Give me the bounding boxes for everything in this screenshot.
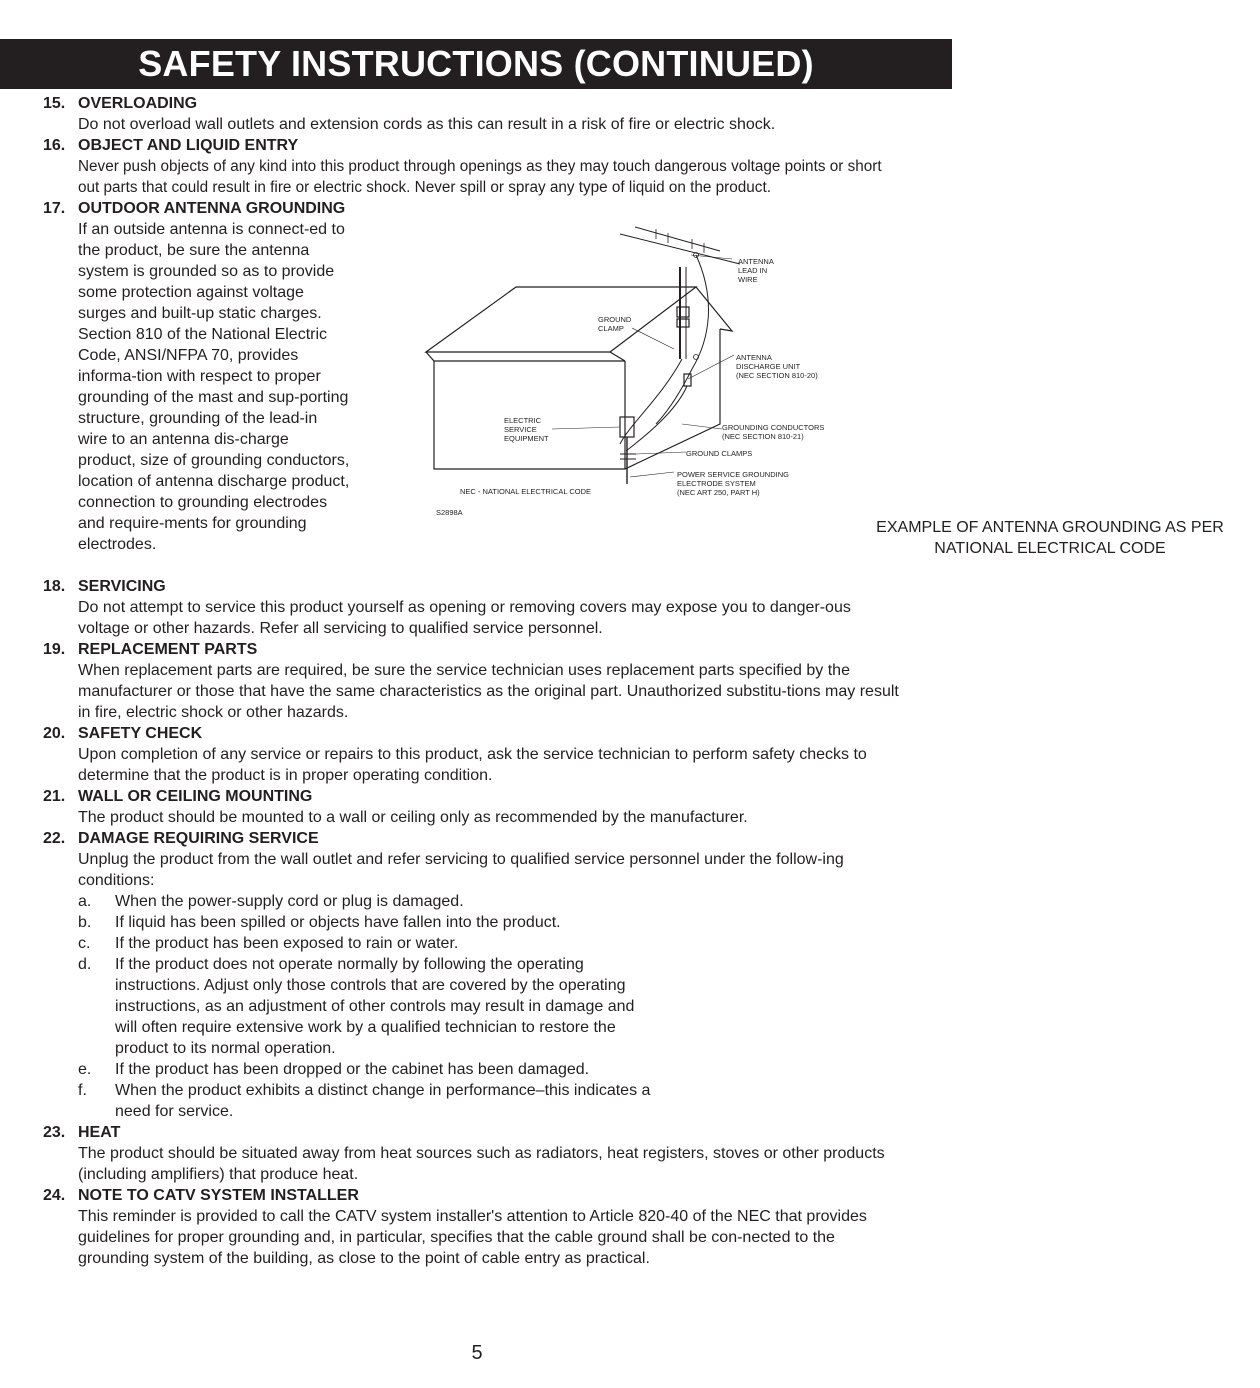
item-15 — [0, 93, 954, 135]
page-number: 5 — [471, 1342, 483, 1364]
sub-item-letter: b. — [78, 914, 92, 931]
label-grounding-conductors-2: (NEC SECTION 810-21) — [722, 432, 804, 441]
item-body: Do not overload wall outlets and extension cords as this can result in a risk of fire or electric shock. — [78, 116, 776, 133]
label-electric-service: ELECTRIC — [504, 416, 542, 425]
label-antenna-lead-3: WIRE — [738, 275, 758, 284]
item-number: 23. — [43, 1124, 66, 1141]
house-side-wall — [625, 329, 720, 469]
item-title: SAFETY CHECK — [78, 725, 203, 742]
item-title: SERVICING — [78, 578, 166, 595]
sub-item-letter: e. — [78, 1061, 92, 1078]
item-body: Do not attempt to service this product yourself as opening or removing covers may expose you to danger-ous voltage or other hazards. Refer all servicing to qualified service personnel. — [78, 599, 851, 637]
sub-item-text: If the product does not operate normally by following the operating instructions. Adjust only those controls that are covered by the operating instructions, as an adjustment of other controls may result in damage and will often require extensive work by a qualified technician to restore the product to its normal operation. — [115, 956, 635, 1057]
item-title: HEAT — [78, 1124, 121, 1141]
sub-item-e — [78, 1059, 678, 1080]
item-body: If an outside antenna is connect-ed to the product, be sure the antenna system is grounded so as to provide some protection against voltage surges and built-up static charges. Section 810 of the National Electric Code, ANSI/NFPA 70, provides informa-tion with respect to proper grounding of the mast and sup-porting structure, grounding of the lead-in wire to an antenna dis-charge product, size of grounding conductors, location of antenna discharge product, connection to grounding electrodes and require-ments for grounding electrodes. — [78, 221, 350, 553]
lead-in-wire — [656, 255, 708, 424]
house-roof — [426, 287, 696, 352]
item-title: OBJECT AND LIQUID ENTRY — [78, 137, 299, 154]
item-23 — [0, 1122, 954, 1185]
page-title: SAFETY INSTRUCTIONS (CONTINUED) — [138, 43, 814, 84]
caption-line-1: EXAMPLE OF ANTENNA GROUNDING AS PER — [876, 519, 1224, 536]
item-17 — [0, 198, 1224, 576]
item-title: REPLACEMENT PARTS — [78, 641, 258, 658]
item-number: 20. — [43, 725, 66, 742]
item-24 — [0, 1185, 954, 1269]
label-electric-service-2: SERVICE — [504, 425, 537, 434]
label-power-service-3: (NEC ART 250, PART H) — [677, 488, 760, 497]
item-21 — [0, 786, 954, 828]
house-front-wall — [434, 361, 625, 469]
sub-item-d — [78, 954, 653, 1059]
item-title: OUTDOOR ANTENNA GROUNDING — [78, 200, 346, 217]
label-power-service-2: ELECTRODE SYSTEM — [677, 479, 756, 488]
label-antenna-lead: ANTENNA — [738, 257, 774, 266]
item-number: 18. — [43, 578, 66, 595]
item-17-row — [0, 219, 1224, 576]
label-ground-clamp-2: CLAMP — [598, 324, 624, 333]
sub-item-a — [78, 891, 678, 912]
item-20 — [0, 723, 954, 786]
item-19 — [0, 639, 954, 723]
item-22 — [0, 828, 954, 1122]
label-grounding-conductors: GROUNDING CONDUCTORS — [722, 423, 825, 432]
sub-item-text: When the product exhibits a distinct change in performance–this indicates a need for service. — [115, 1082, 651, 1120]
label-power-service: POWER SERVICE GROUNDING — [677, 470, 789, 479]
item-number: 22. — [43, 830, 66, 847]
sub-item-f — [78, 1080, 653, 1122]
antenna-element — [620, 234, 740, 264]
label-nec: NEC - NATIONAL ELECTRICAL CODE — [460, 487, 591, 496]
sub-item-text: If the product has been dropped or the cabinet has been damaged. — [115, 1061, 590, 1078]
item-body: The product should be mounted to a wall or ceiling only as recommended by the manufacturer. — [78, 809, 748, 826]
item-16 — [0, 135, 954, 198]
sub-item-text: If liquid has been spilled or objects have fallen into the product. — [115, 914, 561, 931]
sub-item-b — [78, 912, 678, 933]
item-number: 15. — [43, 95, 66, 112]
label-discharge-unit: ANTENNA — [736, 353, 772, 362]
sub-item-letter: a. — [78, 893, 92, 910]
item-number: 19. — [43, 641, 66, 658]
sub-item-letter: c. — [78, 935, 91, 952]
antenna-grounding-diagram — [420, 219, 1224, 557]
item-title: NOTE TO CATV SYSTEM INSTALLER — [78, 1187, 359, 1204]
item-title: OVERLOADING — [78, 95, 198, 112]
ground-clamp — [677, 307, 689, 317]
item-number: 21. — [43, 788, 66, 805]
item-number: 17. — [43, 200, 66, 217]
label-electric-service-3: EQUIPMENT — [504, 434, 549, 443]
label-ground-clamp: GROUND — [598, 315, 632, 324]
caption-line-2: NATIONAL ELECTRICAL CODE — [934, 540, 1166, 557]
item-body: Never push objects of any kind into this product through openings as they may touch dangerous voltage points or short out parts that could result in fire or electric shock. Never spill or spray any type of liquid on the product. — [78, 158, 882, 196]
grounding-conductor — [620, 359, 682, 444]
instructions-list — [0, 93, 1224, 1269]
label-antenna-lead-2: LEAD IN — [738, 266, 768, 275]
antenna-discharge-unit — [684, 374, 691, 386]
item-title: WALL OR CEILING MOUNTING — [78, 788, 313, 805]
diagram-caption — [840, 517, 1260, 559]
item-number: 16. — [43, 137, 66, 154]
label-figure-code: S2898A — [436, 508, 463, 517]
item-body: The product should be situated away from heat sources such as radiators, heat registers, stoves or other products (including amplifiers) that produce heat. — [78, 1145, 885, 1183]
item-body: Upon completion of any service or repairs to this product, ask the service technician to perform safety checks to determine that the product is in proper operating condition. — [78, 746, 867, 784]
item-title: DAMAGE REQUIRING SERVICE — [78, 830, 319, 847]
sub-item-letter: d. — [78, 956, 92, 973]
item-body: When replacement parts are required, be sure the service technician uses replacement parts specified by the manufacturer or those that have the same characteristics as the original part. Unauthorized substitu-tions may result in fire, electric shock or other hazards. — [78, 662, 899, 721]
item-body: Unplug the product from the wall outlet and refer servicing to qualified service personnel under the follow-ing conditions: — [78, 851, 844, 889]
label-discharge-unit-2: DISCHARGE UNIT — [736, 362, 801, 371]
item-18 — [0, 576, 954, 639]
sub-item-text: When the power-supply cord or plug is damaged. — [115, 893, 464, 910]
page-header — [0, 39, 952, 89]
label-ground-clamps: GROUND CLAMPS — [686, 449, 753, 458]
item-number: 24. — [43, 1187, 66, 1204]
sub-item-c — [78, 933, 678, 954]
antenna-grounding-illustration — [420, 219, 840, 519]
item-body: This reminder is provided to call the CATV system installer's attention to Article 820-40 of the NEC that provides guidelines for proper grounding and, in particular, specifies that the cable ground shall be con-nected to the grounding system of the building, as close to the point of cable entry as practical. — [78, 1208, 867, 1267]
sub-item-letter: f. — [78, 1082, 87, 1099]
sub-item-text: If the product has been exposed to rain or water. — [115, 935, 459, 952]
label-discharge-unit-3: (NEC SECTION 810-20) — [736, 371, 818, 380]
